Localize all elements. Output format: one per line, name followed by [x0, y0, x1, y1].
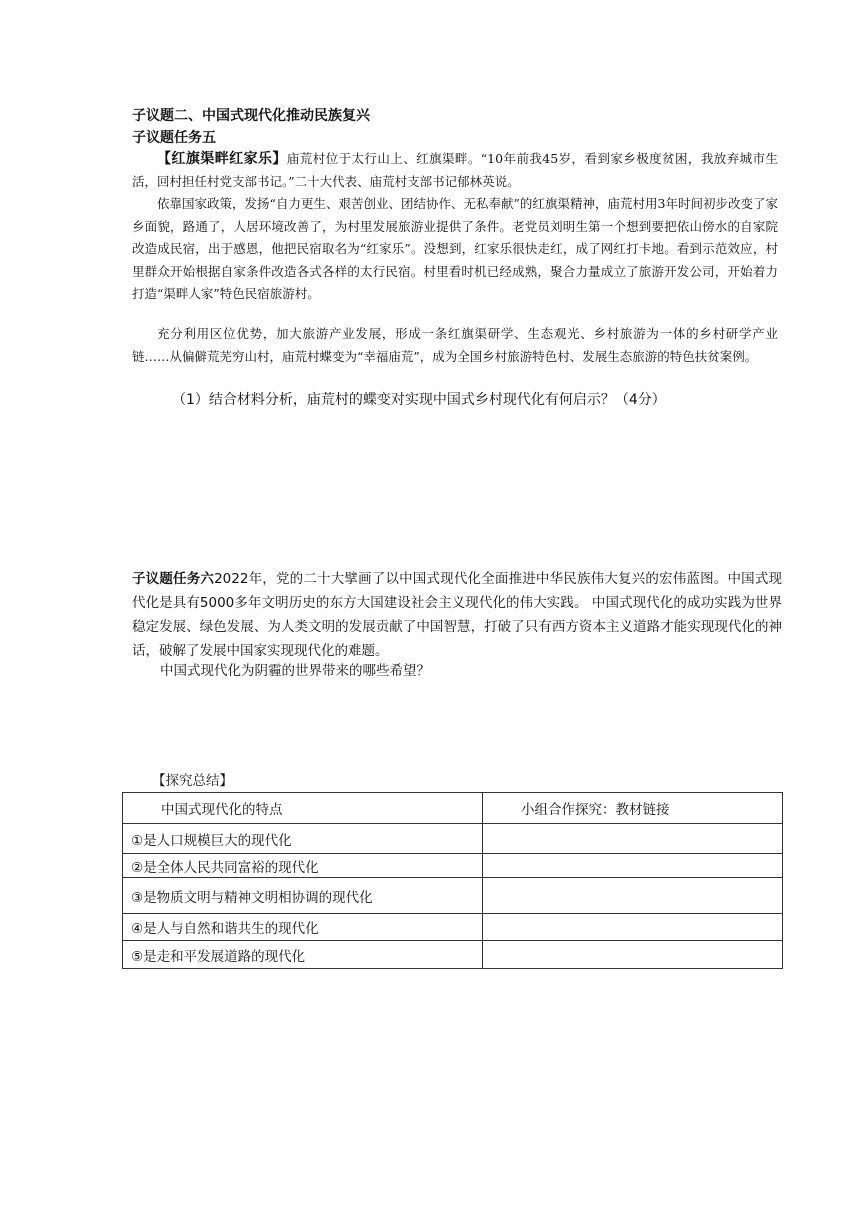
task5-heading: 子议题任务五 [132, 130, 216, 146]
summary-title: 【探究总结】 [152, 773, 233, 789]
col2-header: 小组合作探究：教材链接 [483, 793, 783, 824]
task6-question: 中国式现代化为阴霾的世界带来的哪些希望？ [160, 663, 430, 679]
feature-cell: ③是物质文明与精神文明相协调的现代化 [123, 878, 483, 914]
summary-header-row [123, 793, 783, 824]
task5-paragraph-1 [132, 148, 778, 193]
task6-heading: 子议题任务六 [132, 571, 215, 587]
task5-paragraph-3: 充分利用区位优势，加大旅游产业发展，形成一条红旗渠研学、生态观光、乡村旅游为一体的乡村研学产业链……从偏僻荒芜穷山村，庙荒村蝶变为“幸福庙荒”，成为全国乡村旅游特色村、发展生态旅游的特色扶贫案例。 [132, 326, 778, 364]
feature-cell: ②是全体人民共同富裕的现代化 [123, 854, 483, 878]
task6-paragraph [132, 567, 782, 663]
feature-cell: ④是人与自然和谐共生的现代化 [123, 914, 483, 941]
link-cell[interactable] [483, 914, 783, 941]
task6-body: 2022年，党的二十大擘画了以中国式现代化全面推进中华民族伟大复兴的宏伟蓝图。中国式现代化是具有5000多年文明历史的东方大国建设社会主义现代化的伟大实践。 中国式现代化的成功实践为世界稳定发展、绿色发展、为人类文明的发展贡献了中国智慧，打破了只有西方资本主义道路才能实现现代化的神话，破解了发展中国家实现现代化的难题。 [132, 571, 783, 659]
table-row [123, 941, 783, 969]
link-cell[interactable] [483, 824, 783, 854]
feature-cell: ①是人口规模巨大的现代化 [123, 824, 483, 854]
material-tag: 【红旗渠畔红家乐】 [157, 151, 287, 167]
task5-paragraph-1-text: 庙荒村位于太行山上、红旗渠畔。“10年前我45岁，看到家乡极度贫困，我放弃城市生活，回村担任村党支部书记。”二十大代表、庙荒村支部书记郁林英说。 [132, 151, 778, 189]
link-cell[interactable] [483, 854, 783, 878]
table-row [123, 878, 783, 914]
table-row [123, 824, 783, 854]
task5-paragraph-2: 依靠国家政策，发扬“自力更生、艰苦创业、团结协作、无私奉献”的红旗渠精神，庙荒村用3年时间初步改变了家乡面貌，路通了，人居环境改善了，为村里发展旅游业提供了条件。老党员刘明生第一个想到要把依山傍水的自家院改造成民宿，出于感恩，他把民宿取名为“红家乐”。没想到，红家乐很快走红，成了网红打卡地。看到示范效应，村里群众开始根据自家条件改造各式各样的太行民宿。村里看时机已经成熟，聚合力量成立了旅游开发公司，开始着力打造“渠畔人家”特色民宿旅游村。 [132, 196, 778, 301]
section-title: 子议题二、中国式现代化推动民族复兴 [132, 108, 370, 124]
summary-table [122, 792, 783, 969]
col1-header: 中国式现代化的特点 [123, 793, 483, 824]
link-cell[interactable] [483, 941, 783, 969]
task5-question: （1）结合材料分析，庙荒村的蝶变对实现中国式乡村现代化有何启示？（4分） [172, 392, 666, 408]
table-row [123, 854, 783, 878]
table-row [123, 914, 783, 941]
link-cell[interactable] [483, 878, 783, 914]
feature-cell: ⑤是走和平发展道路的现代化 [123, 941, 483, 969]
